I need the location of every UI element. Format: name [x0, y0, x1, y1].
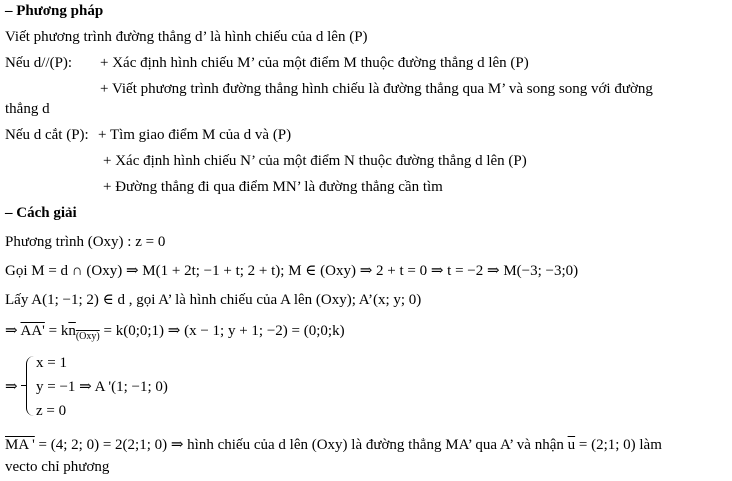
vector-aa-prime: AA' — [20, 323, 45, 339]
heading-solution: – Cách giải — [5, 205, 77, 221]
solution-line7: vecto chỉ phương — [5, 459, 110, 475]
system-arrow: ⇒ — [5, 379, 18, 395]
vector-ma-prime: MA ' — [5, 437, 35, 453]
method-intro: Viết phương trình đường thẳng d’ là hình chiếu của d lên (P) — [5, 29, 368, 45]
system-brace — [26, 356, 35, 416]
heading-method: – Phương pháp — [5, 3, 104, 19]
case1-step2-a: + Viết phương trình đường thẳng hình chiếu là đường thẳng qua M’ và song song với đường — [100, 81, 653, 97]
normal-vector-n: $n_{(Oxy)}$ — [68, 323, 100, 342]
system-eq3: z = 0 — [36, 403, 67, 419]
system-brace-tip — [21, 385, 27, 386]
case2-label: Nếu d cắt (P): — [5, 127, 89, 143]
solution-line6: MA ' = (4; 2; 0) = 2(2;1; 0) ⇒ hình chiếu của d lên (Oxy) là đường thẳng MA’ qua A’ và nhận $\overline{u}$ = (2;1; 0) làm — [5, 437, 662, 453]
solution-line2: Gọi M = d ∩ (Oxy) ⇒ M(1 + 2t; −1 + t; 2 + t); M ∈ (Oxy) ⇒ 2 + t = 0 ⇒ t = −2 ⇒ M(−3; −3;0) — [5, 263, 579, 279]
solution-line4: ⇒ $AA' = kn_{(Oxy)}$ = k(0;0;1) ⇒ (x − 1; y + 1; −2) = (0;0;k) — [5, 323, 345, 342]
implies-arrow: ⇒ — [5, 323, 21, 339]
solution-line3: Lấy A(1; −1; 2) ∈ d , gọi A’ là hình chiếu của A lên (Oxy); A’(x; y; 0) — [5, 292, 422, 308]
case2-step1: + Tìm giao điểm M của d và (P) — [98, 127, 292, 143]
case2-step3: + Đường thẳng đi qua điểm MN’ là đường thẳng cần tìm — [103, 179, 443, 195]
case2-step2: + Xác định hình chiếu N’ của một điểm N thuộc đường thẳng d lên (P) — [103, 153, 527, 169]
solution-line1: Phương trình (Oxy) : z = 0 — [5, 234, 166, 250]
case1-step1: + Xác định hình chiếu M’ của một điểm M thuộc đường thẳng d lên (P) — [100, 55, 529, 71]
direction-vector-u: $\overline{u}$ — [567, 437, 576, 453]
system-eq2: y = −1 ⇒ A '(1; −1; 0) — [36, 379, 168, 395]
case1-label: Nếu d//(P): — [5, 55, 73, 71]
case1-step2-b: thẳng d — [5, 101, 50, 117]
system-eq1: x = 1 — [36, 355, 67, 371]
